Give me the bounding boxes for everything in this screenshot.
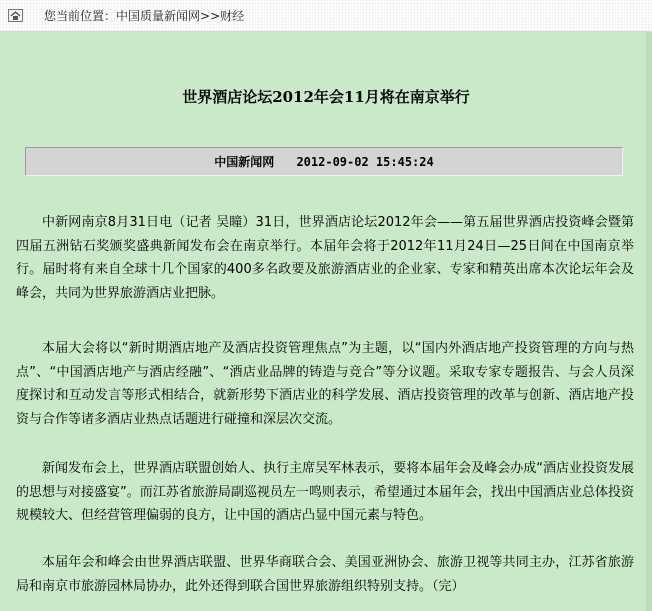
- breadcrumb-label: 您当前位置：: [44, 9, 117, 23]
- breadcrumb-section-link[interactable]: 财经: [220, 9, 245, 23]
- article-timestamp: 2012-09-02 15:45:24: [296, 155, 434, 169]
- article-paragraph: 新闻发布会上，世界酒店联盟创始人、执行主席吴军林表示，要将本届年会及峰会办成“酒店业投资发展的思想与对接盛宴”。而江苏省旅游局副巡视员左一鸣则表示，希望通过本届年会，找出中国酒店业总体投资规模较大、但经营管理偏弱的良方，让中国的酒店凸显中国元素与特色。: [16, 461, 634, 523]
- article-title: 世界酒店论坛2012年会11月将在南京举行: [182, 88, 470, 106]
- article-meta: [25, 147, 623, 176]
- article-paragraph: 本届年会和峰会由世界酒店联盟、世界华商联合会、美国亚洲协会、旅游卫视等共同主办，江苏省旅游局和南京市旅游园林局协办，此外还得到联合国世界旅游组织特别支持。（完）: [16, 555, 634, 594]
- breadcrumb-separator: >>: [200, 9, 221, 23]
- scrollbar[interactable]: [646, 32, 652, 611]
- home-icon: [8, 9, 23, 22]
- breadcrumb-site-link[interactable]: 中国质量新闻网: [116, 9, 201, 23]
- article-paragraph: 本届大会将以“新时期酒店地产及酒店投资管理焦点”为主题，以“国内外酒店地产投资管理的方向与热点”、“中国酒店地产与酒店经融”、“酒店业品牌的铸造与竞合”等分议题。采取专家专题报告、与会人员深度探讨和互动发言等形式相结合，就新形势下酒店业的科学发展、酒店投资管理的改革与创新、酒店地产投资与合作等诸多酒店业热点话题进行碰撞和深层次交流。: [16, 341, 634, 427]
- article-paragraph: 中新网南京8月31日电（记者 吴瞳）31日，世界酒店论坛2012年会——第五届世界酒店投资峰会暨第四届五洲钻石奖颁奖盛典新闻发布会在南京举行。本届年会将于2012年11月24日—25日间在中国南京举行。届时将有来自全球十几个国家的400多名政要及旅游酒店业的企业家、专家和精英出席本次论坛年会及峰会，共同为世界旅游酒店业把脉。: [16, 215, 634, 301]
- article-source: 中国新闻网: [214, 155, 275, 169]
- location-bar: [0, 0, 652, 32]
- breadcrumb: [44, 8, 244, 24]
